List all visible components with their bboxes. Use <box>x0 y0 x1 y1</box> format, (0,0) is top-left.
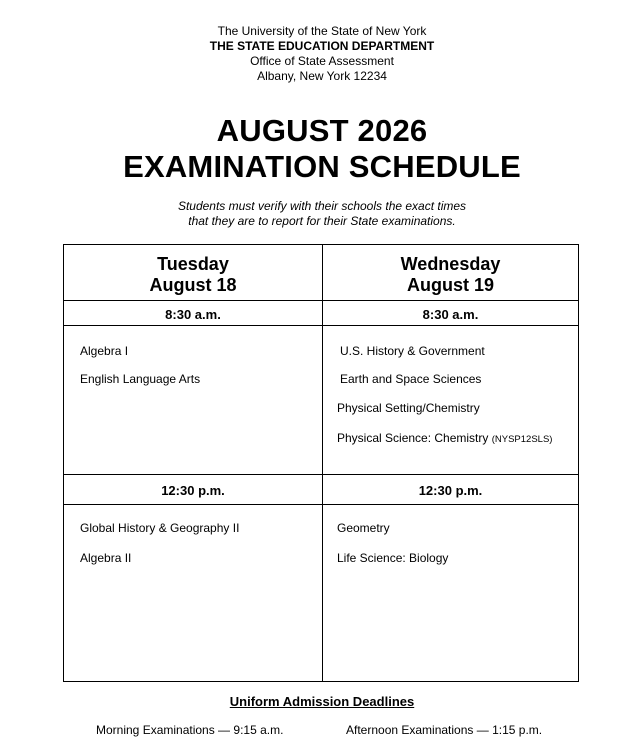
university-name: The University of the State of New York <box>217 24 427 38</box>
afternoon-session-time: 12:30 p.m. <box>161 483 225 498</box>
exam-item <box>337 431 552 447</box>
office-address: Albany, New York 12234 <box>257 69 387 83</box>
morning-session-time: 8:30 a.m. <box>165 307 221 322</box>
day-column-wednesday <box>323 245 578 681</box>
exam-item: Physical Setting/Chemistry <box>337 401 480 415</box>
office-name: Office of State Assessment <box>250 54 394 68</box>
exam-name: Physical Science: Chemistry <box>337 431 489 445</box>
weekday-label: Wednesday <box>400 254 501 274</box>
department-name: THE STATE EDUCATION DEPARTMENT <box>209 39 435 53</box>
exam-item: Global History & Geography II <box>80 521 240 535</box>
exam-code: (NYSP12SLS) <box>491 434 553 445</box>
student-notice <box>0 199 644 229</box>
admission-deadlines-heading: Uniform Admission Deadlines <box>229 694 415 709</box>
afternoon-session-time: 12:30 p.m. <box>418 483 483 498</box>
exam-item: Earth and Space Sciences <box>340 372 482 386</box>
day-header <box>323 254 578 296</box>
weekday-label: Tuesday <box>157 254 229 274</box>
letterhead <box>0 24 644 84</box>
title-schedule: EXAMINATION SCHEDULE <box>123 149 521 184</box>
date-label: August 19 <box>406 275 494 295</box>
afternoon-deadline: Afternoon Examinations — 1:15 p.m. <box>346 723 543 737</box>
exam-item: Geometry <box>337 521 390 535</box>
date-label: August 18 <box>149 275 237 295</box>
title-month-year: AUGUST 2026 <box>216 113 428 148</box>
exam-item: Life Science: Biology <box>337 551 449 565</box>
schedule-table <box>63 244 579 682</box>
day-header <box>64 254 322 296</box>
morning-session-time: 8:30 a.m. <box>422 307 479 322</box>
exam-item: Algebra II <box>80 551 132 565</box>
exam-item: U.S. History & Government <box>340 344 485 358</box>
page-title <box>0 113 644 185</box>
notice-line-2: that they are to report for their State examinations. <box>188 214 456 228</box>
exam-item: English Language Arts <box>80 372 201 386</box>
morning-deadline: Morning Examinations — 9:15 a.m. <box>96 723 284 737</box>
exam-item: Algebra I <box>80 344 129 358</box>
day-column-tuesday <box>64 245 322 681</box>
notice-line-1: Students must verify with their schools the exact times <box>177 199 467 213</box>
